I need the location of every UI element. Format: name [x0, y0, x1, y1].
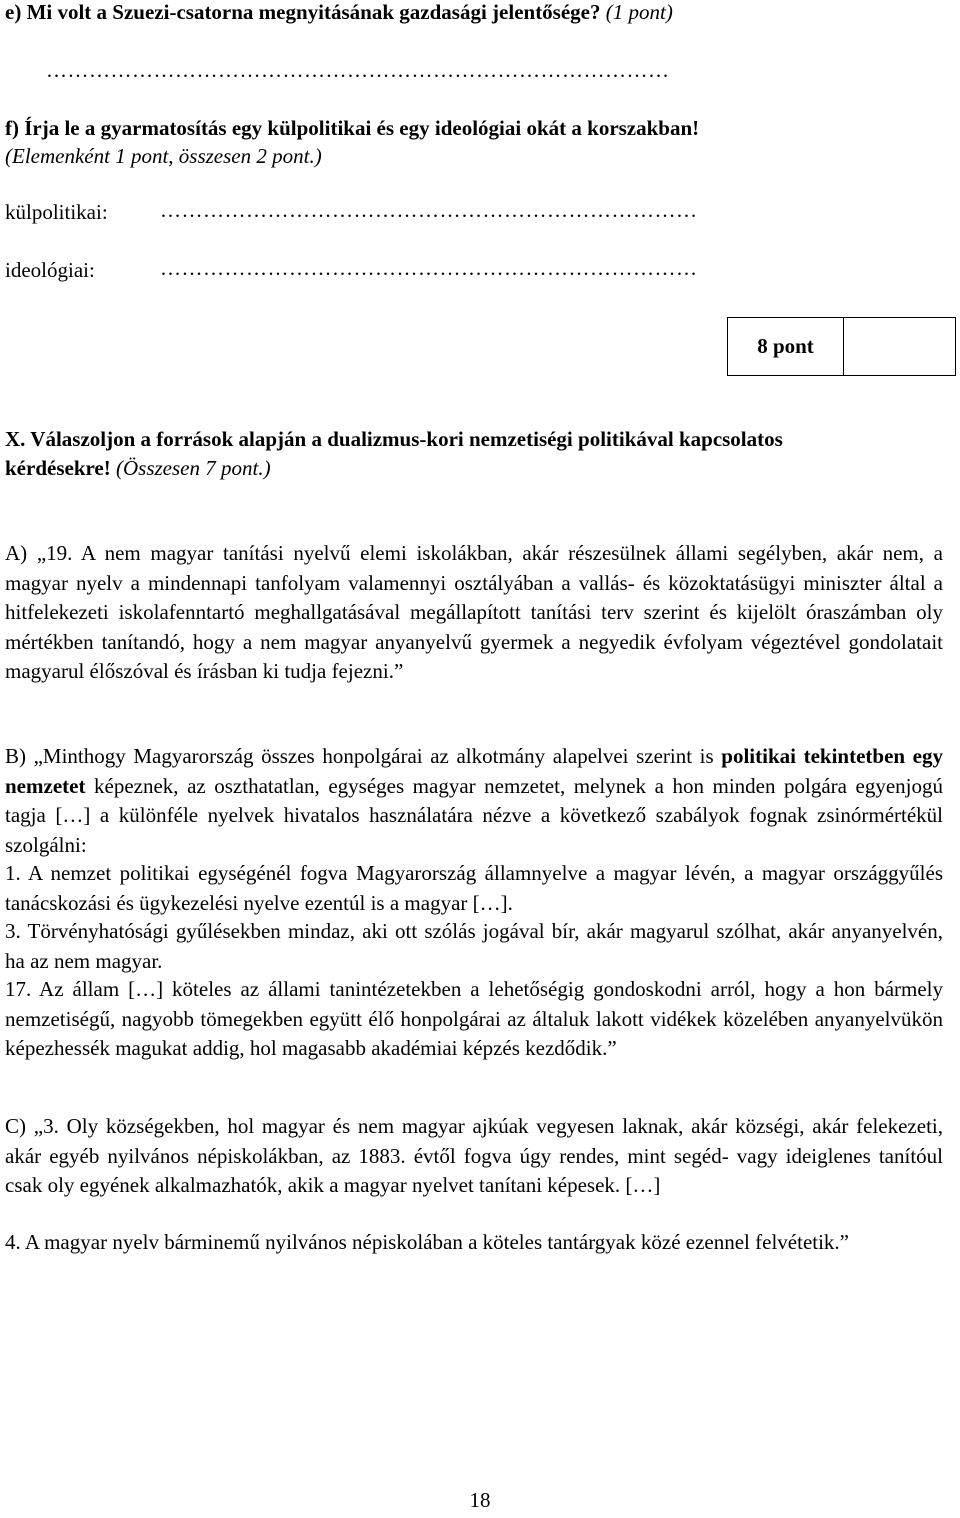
question-e [5, 0, 673, 25]
score-value-field[interactable] [844, 318, 955, 375]
source-c-point-4: 4. A magyar nyelv bárminemű nyilvános népiskolában a köteles tantárgyak közé ezennel felvétetik.” [5, 1230, 849, 1254]
source-b-intro: B) „Minthogy Magyarország összes honpolgárai az alkotmány alapelvei szerint is politikai tekintetben egy nemzetet képeznek, az oszthatatlan, egységes magyar nemzetet, melynek a hon minden polgára egyenjogú tagja […] a különféle nyelvek hivatalos használatára nézve a következő szabályok fognak zsinórmértékül szolgálni: [5, 744, 943, 857]
ideologiai-label: ideológiai: [5, 258, 95, 282]
page-number: 18 [469, 1488, 491, 1512]
question-f-points: (Elemenként 1 pont, összesen 2 pont.) [5, 144, 322, 168]
question-e-answer-line[interactable]: …………………………………………………………………………… [46, 58, 670, 82]
source-b-point-1: 1. A nemzet politikai egységénél fogva Magyarország államnyelve a magyar lévén, a magyar országgyűlés tanácskozási és ügykezelési nyelve ezentúl is a magyar […]. [5, 861, 943, 915]
kulpolitikai-answer-line[interactable]: ………………………………………………………………… [160, 198, 698, 222]
question-e-points: (1 pont) [605, 0, 673, 24]
section-x-subtitle: kérdésekre! (Összesen 7 pont.) [5, 456, 271, 480]
section-x-title: X. Válaszoljon a források alapján a dualizmus-kori nemzetiségi politikával kapcsolatos [5, 427, 783, 451]
source-a: A) „19. A nem magyar tanítási nyelvű elemi iskolákban, akár részesülnek állami segélyben, akár nem, a magyar nyelv a mindennapi tanfolyam valamennyi osztályában a vallás- és közoktatásügyi miniszter által a hitfelekezeti iskolafenntartó meghallgatásával megállapított tanítási terv szerint és kijelölt óraszámban oly mértékben tanítandó, hogy a nem magyar anyanyelvű gyermek a negyedik évfolyam végeztével gondolatait magyarul élőszóval és írásban ki tudja fejezni.” [5, 541, 943, 683]
ideologiai-answer-line[interactable]: ………………………………………………………………… [160, 256, 698, 280]
question-f-title: f) Írja le a gyarmatosítás egy külpolitikai és egy ideológiai okát a korszakban! [5, 116, 700, 140]
score-label: 8 pont [728, 318, 844, 375]
score-box [727, 317, 956, 376]
source-b-point-3: 3. Törvényhatósági gyűlésekben mindaz, aki ott szólás jogával bír, akár magyarul szólhat, akár anyanyelvén, ha az nem magyar. [5, 919, 943, 973]
question-e-text: e) Mi volt a Szuezi-csatorna megnyitásának gazdasági jelentősége? [5, 0, 601, 24]
kulpolitikai-label: külpolitikai: [5, 200, 108, 224]
source-c-point-3: C) „3. Oly községekben, hol magyar és nem magyar ajkúak vegyesen laknak, akár községi, akár felekezeti, akár egyéb nyilvános népiskolákban, az 1883. évtől fogva úgy rendes, mint segéd- vagy ideiglenes tanítóul csak oly egyének alkalmazhatók, akik a magyar nyelvet tanítani képesek. […] [5, 1114, 943, 1197]
source-b-point-17: 17. Az állam […] köteles az állami tanintézetekben a lehetőségig gondoskodni arról, hogy a hon bármely nemzetiségű, nagyobb tömegekben együtt élő honpolgárai az általuk lakott vidékek közelében anyanyelvükön képezhessék magukat addig, hol magasabb akadémiai képzés kezdődik.” [5, 977, 943, 1060]
